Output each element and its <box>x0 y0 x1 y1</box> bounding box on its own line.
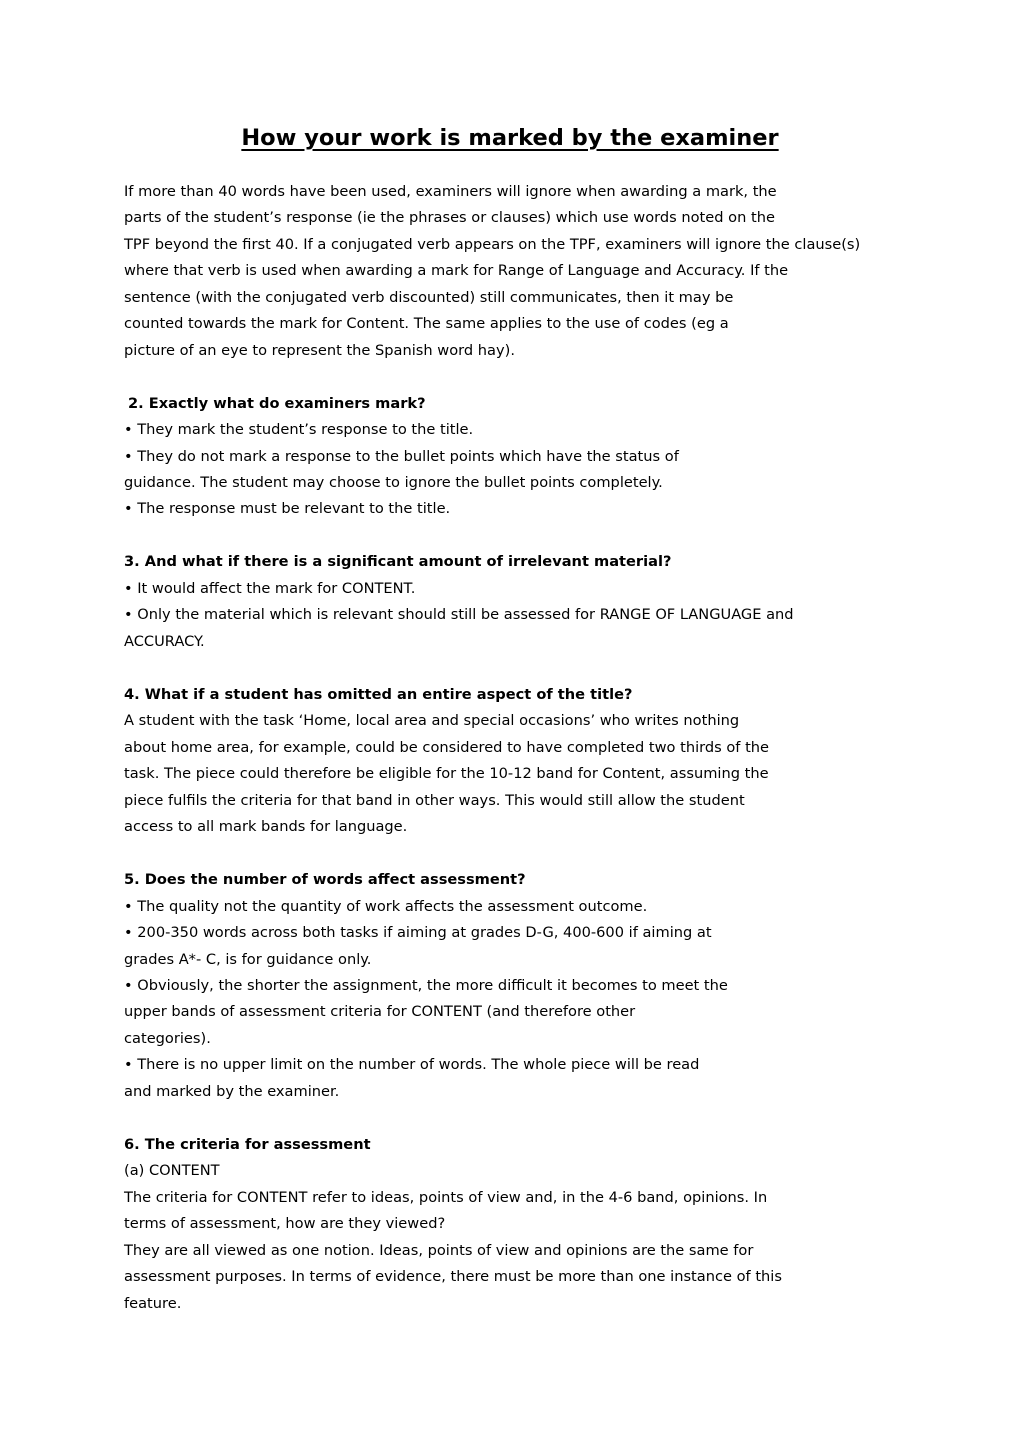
section-5-line: • The quality not the quantity of work affects the assessment outcome. <box>124 898 648 915</box>
intro-line: If more than 40 words have been used, examiners will ignore when awarding a mark, the <box>124 183 777 200</box>
section-5-line: • Obviously, the shorter the assignment, the more difficult it becomes to meet the <box>124 977 728 994</box>
section-6-line: assessment purposes. In terms of evidence, there must be more than one instance of this <box>124 1268 782 1285</box>
section-2-line: • The response must be relevant to the title. <box>124 500 451 517</box>
section-3-line: • Only the material which is relevant should still be assessed for RANGE OF LANGUAGE and <box>124 606 794 623</box>
section-6-line: (a) CONTENT <box>124 1162 220 1179</box>
section-2-line: guidance. The student may choose to ignore the bullet points completely. <box>124 474 663 491</box>
section-4-heading: 4. What if a student has omitted an entire aspect of the title? <box>124 686 633 703</box>
section-5-heading: 5. Does the number of words affect assessment? <box>124 871 526 888</box>
section-5-line: categories). <box>124 1030 211 1047</box>
section-2-heading: 2. Exactly what do examiners mark? <box>128 395 426 412</box>
section-6-line: They are all viewed as one notion. Ideas, points of view and opinions are the same for <box>124 1242 754 1259</box>
section-4-line: access to all mark bands for language. <box>124 818 408 835</box>
section-6-heading: 6. The criteria for assessment <box>124 1136 371 1153</box>
section-2-line: • They mark the student’s response to the title. <box>124 421 474 438</box>
section-4-line: about home area, for example, could be considered to have completed two thirds of the <box>124 739 770 756</box>
section-6-line: feature. <box>124 1295 182 1312</box>
section-3-heading: 3. And what if there is a significant amount of irrelevant material? <box>124 553 672 570</box>
intro-line: sentence (with the conjugated verb discounted) still communicates, then it may be <box>124 289 734 306</box>
section-6-line: terms of assessment, how are they viewed? <box>124 1215 446 1232</box>
intro-line: where that verb is used when awarding a mark for Range of Language and Accuracy. If the <box>124 262 789 279</box>
section-2-line: • They do not mark a response to the bullet points which have the status of <box>124 448 679 465</box>
section-5-line: • 200-350 words across both tasks if aiming at grades D-G, 400-600 if aiming at <box>124 924 712 941</box>
section-5-line: grades A*- C, is for guidance only. <box>124 951 372 968</box>
page-title: How your work is marked by the examiner <box>241 125 779 151</box>
section-4-line: task. The piece could therefore be eligible for the 10-12 band for Content, assuming the <box>124 765 769 782</box>
section-3-line: • It would affect the mark for CONTENT. <box>124 580 416 597</box>
section-5-line: upper bands of assessment criteria for CONTENT (and therefore other <box>124 1003 636 1020</box>
section-5-line: and marked by the examiner. <box>124 1083 340 1100</box>
section-3-line: ACCURACY. <box>124 633 205 650</box>
intro-line: picture of an eye to represent the Spanish word hay). <box>124 342 515 359</box>
intro-line: parts of the student’s response (ie the phrases or clauses) which use words noted on the <box>124 209 775 226</box>
section-4-line: A student with the task ‘Home, local area and special occasions’ who writes nothing <box>124 712 740 729</box>
section-4-line: piece fulfils the criteria for that band in other ways. This would still allow the student <box>124 792 745 809</box>
intro-line: TPF beyond the first 40. If a conjugated verb appears on the TPF, examiners will ignore the clause(s) <box>124 236 861 253</box>
section-5-line: • There is no upper limit on the number of words. The whole piece will be read <box>124 1056 700 1073</box>
section-6-line: The criteria for CONTENT refer to ideas, points of view and, in the 4-6 band, opinions. In <box>124 1189 768 1206</box>
intro-line: counted towards the mark for Content. The same applies to the use of codes (eg a <box>124 315 729 332</box>
